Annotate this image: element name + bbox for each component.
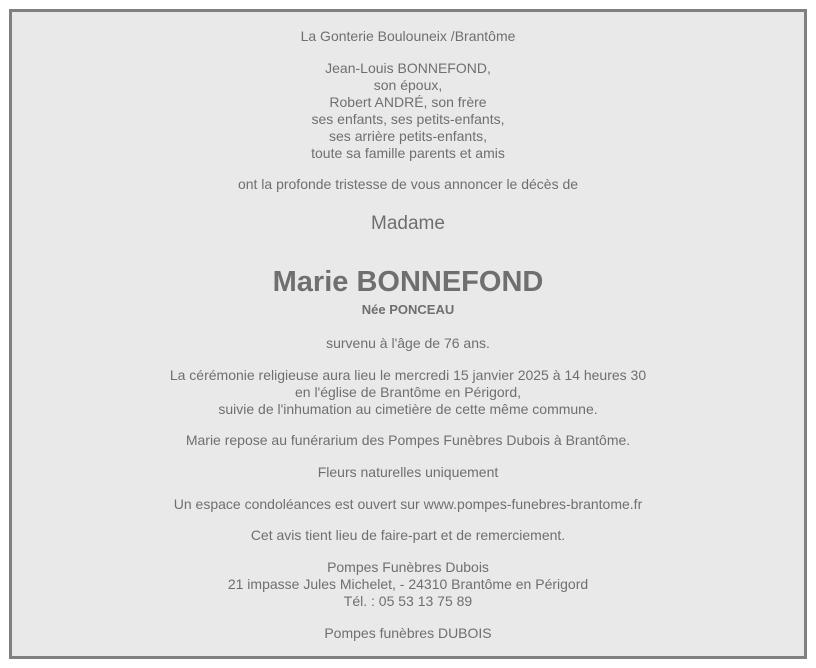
ceremony-line-burial: suivie de l'inhumation au cimetière de cette même commune. <box>218 401 598 417</box>
family-line-relatives: toute sa famille parents et amis <box>311 145 505 161</box>
deceased-name: Marie BONNEFOND <box>272 266 544 298</box>
flowers-line: Fleurs naturelles uniquement <box>317 464 499 480</box>
repose-line: Marie repose au funérarium des Pompes Funèbres Dubois à Brantôme. <box>185 432 631 448</box>
honorific-title: Madame <box>371 213 445 234</box>
announcement-text: ont la profonde tristesse de vous annoncer le décès de <box>237 176 579 192</box>
maiden-name: Née PONCEAU <box>361 302 455 317</box>
family-line-children: ses enfants, ses petits-enfants, <box>311 111 505 127</box>
funeral-home-phone: Tél. : 05 53 13 75 89 <box>343 593 473 609</box>
obituary-notice <box>9 9 807 659</box>
family-line-brother: Robert ANDRÉ, son frère <box>329 94 487 110</box>
age-line: survenu à l'âge de 76 ans. <box>326 335 490 351</box>
ceremony-line-church: en l'église de Brantôme en Périgord, <box>294 384 522 400</box>
signature: Pompes funèbres DUBOIS <box>324 625 492 641</box>
funeral-home-address: 21 impasse Jules Michelet, - 24310 Brantôme en Périgord <box>227 576 589 592</box>
faire-part-line: Cet avis tient lieu de faire-part et de remerciement. <box>250 527 566 543</box>
condolences-line: Un espace condoléances est ouvert sur www.pompes-funebres-brantome.fr <box>173 496 643 512</box>
family-line-relation: son époux, <box>373 77 443 93</box>
ceremony-line-date: La cérémonie religieuse aura lieu le mercredi 15 janvier 2025 à 14 heures 30 <box>169 367 647 383</box>
family-line-great-grandchildren: ses arrière petits-enfants, <box>329 128 487 144</box>
funeral-home-name: Pompes Funèbres Dubois <box>327 559 489 575</box>
family-line-spouse: Jean-Louis BONNEFOND, <box>325 60 491 76</box>
location-header: La Gonterie Boulouneix /Brantôme <box>300 28 516 44</box>
